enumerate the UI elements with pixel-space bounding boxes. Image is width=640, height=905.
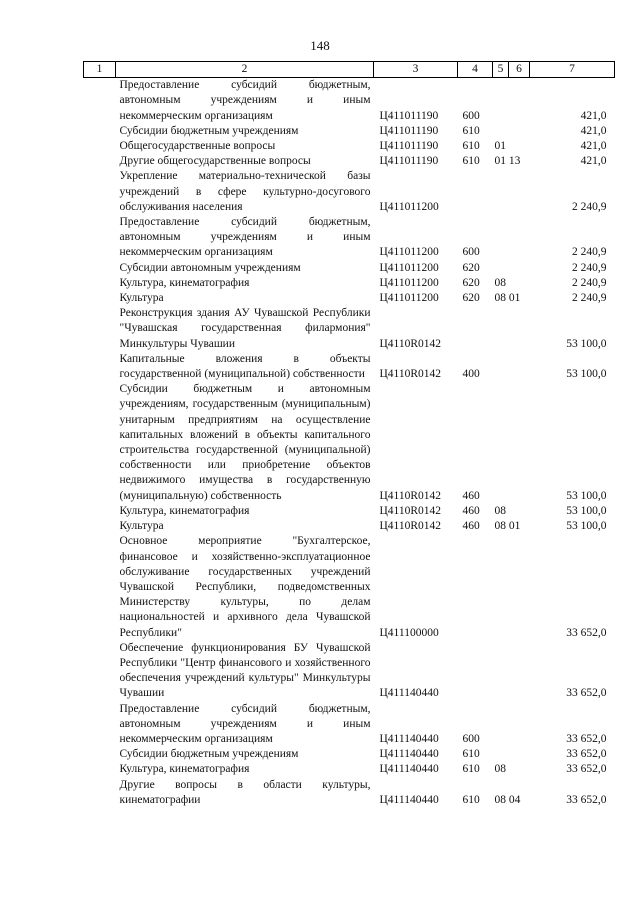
header-col-3: 3	[374, 62, 458, 78]
row-section-cell: 01 13	[494, 155, 521, 168]
row-section-cell	[493, 702, 509, 748]
row-group-cell	[458, 306, 493, 352]
row-amount-cell: 33 652,0	[566, 626, 607, 639]
row-name-cell: Другие вопросы в области культуры, кинематографии	[119, 778, 371, 806]
row-amount-cell: 33 652,0	[566, 763, 607, 776]
row-group-cell: 620	[462, 276, 480, 289]
row-number-cell	[84, 747, 116, 762]
table-row	[84, 215, 615, 261]
row-subsection-cell	[509, 702, 530, 748]
row-name-cell: Предоставление субсидий бюджетным, автономным учреждениям и иным некоммерческим организациям	[119, 702, 371, 745]
row-number-cell	[84, 78, 116, 124]
row-subsection-cell	[509, 762, 530, 777]
row-number-cell	[84, 702, 116, 748]
row-number-cell	[84, 291, 116, 306]
row-number-cell	[84, 382, 116, 504]
row-subsection-cell	[509, 747, 530, 762]
header-col-7: 7	[530, 62, 615, 78]
row-name-cell: Реконструкция здания АУ Чувашской Республики "Чувашская государственная филармония" Минкультуры Чувашии	[119, 307, 371, 350]
row-number-cell	[84, 169, 116, 215]
row-name-cell: Культура, кинематография	[119, 276, 250, 289]
table-row	[84, 504, 615, 519]
row-subsection-cell	[509, 306, 530, 352]
row-number-cell	[84, 261, 116, 276]
row-amount-cell: 33 652,0	[566, 793, 607, 806]
row-amount-cell: 33 652,0	[566, 687, 607, 700]
row-section-cell	[493, 306, 509, 352]
row-group-cell: 460	[462, 489, 480, 502]
row-subsection-cell	[509, 276, 530, 291]
row-section-cell	[493, 747, 509, 762]
row-group-cell: 610	[462, 124, 480, 137]
row-name-cell: Общегосударственные вопросы	[119, 140, 276, 153]
row-code-cell: Ц411011200	[379, 261, 439, 274]
row-subsection-cell	[509, 504, 530, 519]
row-section-cell	[493, 261, 509, 276]
table-row	[84, 762, 615, 777]
header-row	[84, 62, 615, 78]
row-subsection-cell	[509, 215, 530, 261]
row-code-cell: Ц4110R0142	[379, 368, 442, 381]
row-group-cell: 610	[462, 748, 480, 761]
row-amount-cell: 33 652,0	[566, 732, 607, 745]
row-subsection-cell	[509, 169, 530, 215]
row-code-cell: Ц411140440	[379, 763, 439, 776]
row-number-cell	[84, 641, 116, 702]
row-amount-cell: 53 100,0	[566, 337, 607, 350]
row-name-cell: Субсидии автономным учреждениям	[119, 261, 301, 274]
row-number-cell	[84, 276, 116, 291]
row-code-cell: Ц411140440	[379, 748, 439, 761]
row-code-cell: Ц4110R0142	[379, 520, 442, 533]
row-section-cell	[493, 352, 509, 382]
row-group-cell	[458, 534, 493, 640]
row-group-cell: 620	[462, 261, 480, 274]
row-name-cell: Предоставление субсидий бюджетным, автономным учреждениям и иным некоммерческим организациям	[119, 216, 371, 259]
table-row	[84, 702, 615, 748]
row-code-cell: Ц411140440	[379, 732, 439, 745]
row-subsection-cell	[509, 261, 530, 276]
row-section-cell: 08	[494, 276, 506, 289]
table-header	[84, 62, 615, 78]
row-number-cell	[84, 306, 116, 352]
table-row	[84, 306, 615, 352]
row-number-cell	[84, 215, 116, 261]
row-amount-cell: 421,0	[580, 140, 607, 153]
row-group-cell: 460	[462, 520, 480, 533]
table-row	[84, 261, 615, 276]
row-amount-cell: 33 652,0	[566, 748, 607, 761]
row-code-cell: Ц411011200	[379, 276, 439, 289]
row-section-cell	[493, 534, 509, 640]
row-group-cell: 460	[462, 504, 480, 517]
table-row	[84, 519, 615, 534]
header-col-6: 6	[509, 62, 530, 78]
row-amount-cell: 2 240,9	[572, 292, 607, 305]
row-code-cell: Ц411140440	[379, 793, 439, 806]
table-body	[84, 78, 615, 808]
row-name-cell: Субсидии бюджетным и автономным учреждениям, государственным (муниципальным) унитарным предприятиям на осуществление капитальных вложений в объекты капитального строительства государственной (муниципальной) собственности или приобретение объектов недвижимого имущества в государственную (муниципальную) собственность	[119, 383, 371, 502]
row-section-cell: 01	[494, 140, 506, 153]
row-amount-cell: 421,0	[580, 155, 607, 168]
row-group-cell: 610	[462, 140, 480, 153]
header-col-1: 1	[84, 62, 116, 78]
row-amount-cell: 53 100,0	[566, 504, 607, 517]
row-subsection-cell	[509, 78, 530, 124]
table-row	[84, 382, 615, 504]
row-number-cell	[84, 519, 116, 534]
row-section-cell	[493, 78, 509, 124]
row-group-cell: 610	[462, 155, 480, 168]
row-section-cell: 08 04	[494, 793, 521, 806]
table-row	[84, 78, 615, 124]
budget-table	[83, 61, 615, 808]
row-group-cell: 610	[462, 763, 480, 776]
header-col-5: 5	[493, 62, 509, 78]
row-group-cell: 610	[462, 793, 480, 806]
table-row	[84, 352, 615, 382]
row-group-cell: 600	[462, 246, 480, 259]
row-section-cell	[493, 641, 509, 702]
row-amount-cell: 2 240,9	[572, 276, 607, 289]
row-name-cell: Культура	[119, 292, 164, 305]
header-col-2: 2	[116, 62, 374, 78]
row-code-cell: Ц411100000	[379, 626, 439, 639]
row-name-cell: Культура, кинематография	[119, 504, 250, 517]
row-name-cell: Культура	[119, 520, 164, 533]
row-number-cell	[84, 139, 116, 154]
row-name-cell: Обеспечение функционирования БУ Чувашской Республики "Центр финансового и хозяйственного обеспечения учреждений культуры" Минкультуры Чувашии	[119, 641, 371, 700]
row-amount-cell: 2 240,9	[572, 200, 607, 213]
row-section-cell: 08 01	[494, 292, 521, 305]
row-code-cell: Ц411140440	[379, 687, 439, 700]
row-number-cell	[84, 352, 116, 382]
row-amount-cell: 2 240,9	[572, 261, 607, 274]
table-row	[84, 641, 615, 702]
row-group-cell: 620	[462, 292, 480, 305]
table-row	[84, 154, 615, 169]
row-group-cell: 600	[462, 732, 480, 745]
row-section-cell	[493, 215, 509, 261]
row-section-cell: 08 01	[494, 520, 521, 533]
row-code-cell: Ц411011190	[379, 124, 439, 137]
row-name-cell: Укрепление материально-технической базы учреждений в сфере культурно-досугового обслуживания населения	[119, 170, 371, 213]
row-subsection-cell	[509, 382, 530, 504]
row-section-cell	[493, 124, 509, 139]
row-subsection-cell	[509, 139, 530, 154]
row-subsection-cell	[509, 534, 530, 640]
row-number-cell	[84, 154, 116, 169]
row-number-cell	[84, 534, 116, 640]
row-amount-cell: 53 100,0	[566, 368, 607, 381]
row-section-cell: 08	[494, 763, 506, 776]
row-number-cell	[84, 762, 116, 777]
row-name-cell: Культура, кинематография	[119, 763, 250, 776]
header-col-4: 4	[458, 62, 493, 78]
row-group-cell: 600	[462, 109, 480, 122]
table-row	[84, 139, 615, 154]
row-group-cell	[458, 169, 493, 215]
row-group-cell	[458, 641, 493, 702]
table-row	[84, 276, 615, 291]
row-code-cell: Ц411011200	[379, 200, 439, 213]
row-amount-cell: 421,0	[580, 124, 607, 137]
row-number-cell	[84, 504, 116, 519]
row-name-cell: Основное мероприятие "Бухгалтерское, финансовое и хозяйственно-эксплуатационное обслуживание государственных учреждений Чувашской Республики, подведомственных Министерству культуры, по делам национальностей и архивного дела Чувашской Республики"	[119, 535, 371, 639]
table-row	[84, 291, 615, 306]
table-row	[84, 747, 615, 762]
row-code-cell: Ц4110R0142	[379, 337, 442, 350]
row-code-cell: Ц4110R0142	[379, 489, 442, 502]
table-row	[84, 778, 615, 808]
row-name-cell: Предоставление субсидий бюджетным, автономным учреждениям и иным некоммерческим организациям	[119, 79, 371, 122]
row-section-cell	[493, 382, 509, 504]
row-subsection-cell	[509, 352, 530, 382]
row-amount-cell: 421,0	[580, 109, 607, 122]
table-row	[84, 169, 615, 215]
row-amount-cell: 2 240,9	[572, 246, 607, 259]
row-code-cell: Ц411011200	[379, 292, 439, 305]
row-code-cell: Ц411011200	[379, 246, 439, 259]
table-row	[84, 534, 615, 640]
row-number-cell	[84, 778, 116, 808]
row-name-cell: Другие общегосударственные вопросы	[119, 155, 311, 168]
row-code-cell: Ц411011190	[379, 140, 439, 153]
row-amount-cell: 53 100,0	[566, 489, 607, 502]
row-code-cell: Ц411011190	[379, 109, 439, 122]
row-subsection-cell	[509, 124, 530, 139]
row-number-cell	[84, 124, 116, 139]
row-amount-cell: 53 100,0	[566, 520, 607, 533]
row-subsection-cell	[509, 641, 530, 702]
row-name-cell: Капитальные вложения в объекты государственной (муниципальной) собственности	[119, 352, 371, 381]
row-name-cell: Субсидии бюджетным учреждениям	[119, 748, 299, 761]
row-name-cell: Субсидии бюджетным учреждениям	[119, 124, 299, 137]
row-section-cell: 08	[494, 504, 506, 517]
row-group-cell: 400	[462, 368, 480, 381]
table-row	[84, 124, 615, 139]
row-section-cell	[493, 169, 509, 215]
row-code-cell: Ц4110R0142	[379, 504, 442, 517]
row-code-cell: Ц411011190	[379, 155, 439, 168]
page-number: 148	[310, 38, 330, 53]
